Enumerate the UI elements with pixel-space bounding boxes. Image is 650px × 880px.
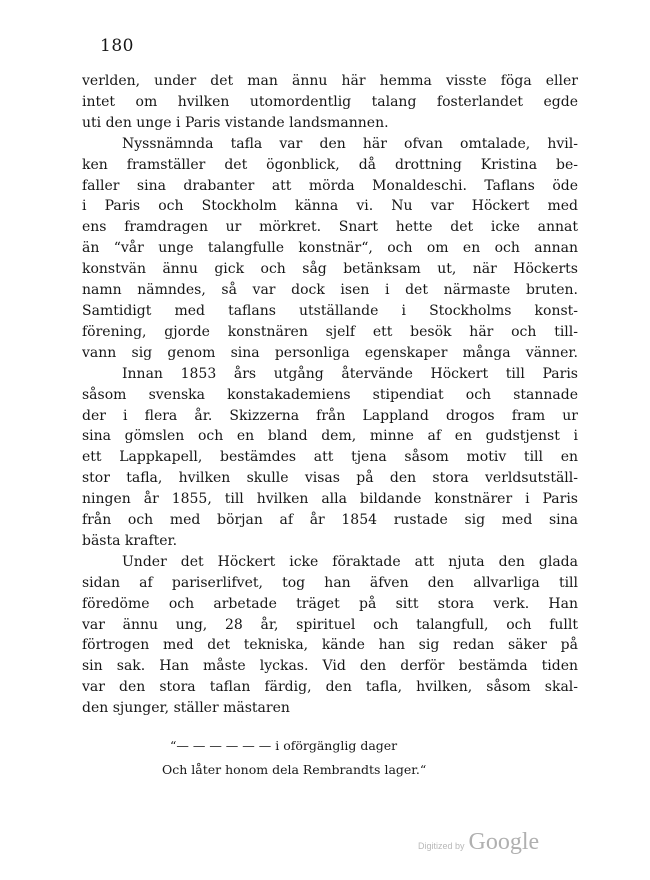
text-line: uti den unge i Paris vistande landsmannen. <box>82 114 389 131</box>
text-line: var den stora taflan färdig, den tafla, hvilken, såsom skal- <box>82 679 578 696</box>
paragraph-2 <box>82 134 578 364</box>
text-line: var ännu ung, 28 år, spirituel och talangfull, och fullt <box>82 616 578 633</box>
watermark-prefix: Digitized by <box>418 841 465 851</box>
paragraph-1 <box>82 71 578 134</box>
text-line: faller sina drabanter att mörda Monaldeschi. Taflans öde <box>82 177 578 194</box>
text-line: Samtidigt med taflans utställande i Stockholms konst- <box>82 302 578 319</box>
text-line: ett Lappkapell, bestämdes att tjena såsom motiv till en <box>82 449 578 466</box>
text-line: Nyssnämnda tafla var den här ofvan omtalade, hvil- <box>122 135 578 152</box>
text-line: Innan 1853 års utgång återvände Höckert till Paris <box>122 365 578 382</box>
text-line: verlden, under det man ännu här hemma visste föga eller <box>82 73 578 89</box>
text-line: sin sak. Han måste lyckas. Vid den derför bestämda tiden <box>82 658 578 675</box>
page-number: 180 <box>100 36 134 56</box>
paragraph-4 <box>82 552 578 719</box>
text-line: ningen år 1855, till hvilken alla bildande konstnärer i Paris <box>82 491 578 508</box>
text-line: namn nämndes, så var dock isen i det närmaste bruten. <box>82 282 578 299</box>
text-line: sina gömslen och en bland dem, minne af en gudstjenst i <box>82 428 578 445</box>
text-line: konstvän ännu gick och såg betänksam ut, när Höckerts <box>82 261 578 278</box>
text-line: stor tafla, hvilken skulle visas på den stora verldsutställ- <box>82 470 578 487</box>
google-logo: Google <box>468 829 540 855</box>
text-line: från och med början af år 1854 rustade sig med sina <box>82 512 578 529</box>
verse-line-2: Och låter honom dela Rembrandts lager.“ <box>162 762 427 777</box>
text-line: föredöme och arbetade träget på sitt stora verk. Han <box>82 595 578 612</box>
paragraph-3 <box>82 364 578 552</box>
text-line: der i flera år. Skizzerna från Lappland drogos fram ur <box>82 407 578 424</box>
text-line: förening, gjorde konstnären sjelf ett besök här och till- <box>82 323 578 340</box>
text-line: den sjunger, ställer mästaren <box>82 700 290 717</box>
body-text <box>82 71 578 719</box>
digitized-watermark <box>418 829 539 856</box>
text-line: vann sig genom sina personliga egenskaper många vänner. <box>82 344 578 361</box>
text-line: sidan af pariserlifvet, tog han äfven den allvarliga till <box>82 574 578 591</box>
verse-line-1: “— — — — — — i oförgänglig dager <box>170 738 398 753</box>
text-line: Under det Höckert icke föraktade att njuta den glada <box>122 553 578 570</box>
text-line: såsom svenska konstakademiens stipendiat och stannade <box>82 386 578 403</box>
text-line: bästa krafter. <box>82 532 178 549</box>
text-line: ken framställer det ögonblick, då drottning Kristina be- <box>82 156 578 173</box>
text-line: än “vår unge talangfulle konstnär“, och om en och annan <box>82 240 578 257</box>
text-line: förtrogen med det tekniska, kände han sig redan säker på <box>82 637 578 654</box>
text-line: intet om hvilken utomordentlig talang fosterlandet egde <box>82 93 578 110</box>
text-line: i Paris och Stockholm känna vi. Nu var Höckert med <box>82 198 578 215</box>
text-line: ens framdragen ur mörkret. Snart hette det icke annat <box>82 219 578 236</box>
